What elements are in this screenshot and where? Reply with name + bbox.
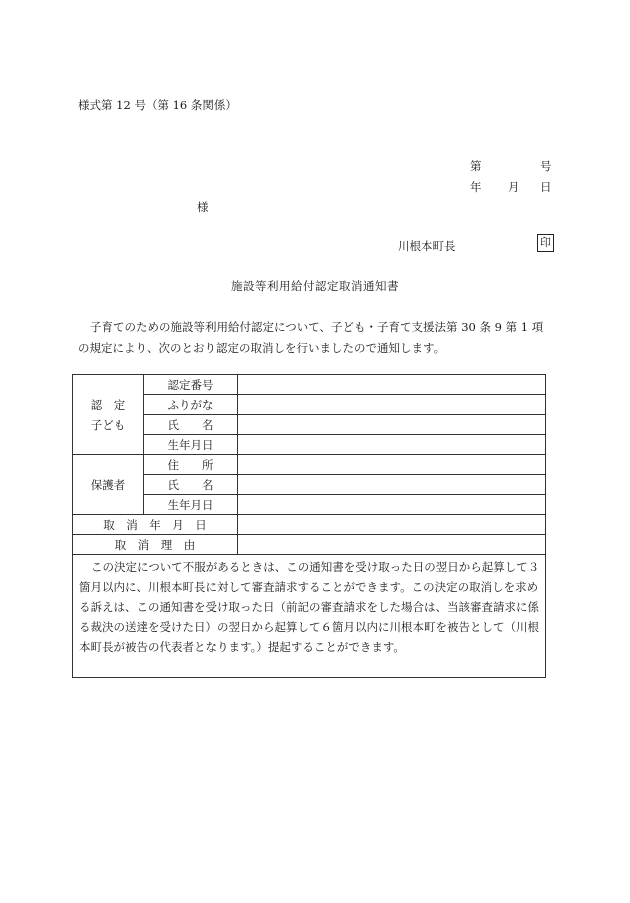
row-label-furigana: ふりがな bbox=[144, 395, 238, 415]
guardian-name-field bbox=[238, 475, 546, 495]
table-row bbox=[73, 455, 546, 475]
cancel-date-field bbox=[238, 515, 546, 535]
row-label-guardian-address: 住 所 bbox=[144, 455, 238, 475]
guardian-address-field bbox=[238, 455, 546, 475]
notice-table bbox=[72, 374, 546, 678]
child-birthdate-field bbox=[238, 435, 546, 455]
table-row bbox=[73, 435, 546, 455]
child-group-label bbox=[73, 375, 144, 455]
cancel-reason-field bbox=[238, 535, 546, 555]
addressee-honorific: 様 bbox=[197, 200, 209, 214]
table-row bbox=[73, 475, 546, 495]
row-label-guardian-name: 氏 名 bbox=[144, 475, 238, 495]
seal-stamp: 印 bbox=[537, 234, 554, 252]
guardian-birthdate-field bbox=[238, 495, 546, 515]
document-number-prefix: 第 bbox=[470, 159, 482, 173]
date-year-label: 年 bbox=[470, 180, 482, 194]
appeal-notice: この決定について不服があるときは、この通知書を受け取った日の翌日から起算して３箇月以内に、川根本町長に対して審査請求することができます。この決定の取消しを求める訴えは、この通知書を受け取った日（前記の審査請求をした場合は、当該審査請求に係る裁決の送達を受けた日）の翌日から起算して６箇月以内に川根本町を被告として（川根本町長が被告の代表者となります。）提起することができます。 bbox=[73, 555, 546, 678]
document-number-suffix: 号 bbox=[540, 159, 552, 173]
certification-number-field bbox=[238, 375, 546, 395]
issuer-name: 川根本町長 bbox=[398, 239, 456, 253]
table-row bbox=[73, 395, 546, 415]
date-month-label: 月 bbox=[508, 180, 520, 194]
furigana-field bbox=[238, 395, 546, 415]
form-number: 様式第 12 号（第 16 条関係） bbox=[78, 98, 237, 112]
row-label-child-birthdate: 生年月日 bbox=[144, 435, 238, 455]
row-label-cancel-reason: 取 消 理 由 bbox=[73, 535, 238, 555]
child-group-label-line2: 子ども bbox=[90, 417, 126, 432]
row-label-child-name: 氏 名 bbox=[144, 415, 238, 435]
row-label-guardian-birthdate: 生年月日 bbox=[144, 495, 238, 515]
table-row bbox=[73, 375, 546, 395]
row-label-certification-number: 認定番号 bbox=[144, 375, 238, 395]
intro-paragraph: 子育てのための施設等利用給付認定について、子ども・子育て支援法第 30 条 9 第 1 項の規定により、次のとおり認定の取消しを行いましたので通知します。 bbox=[78, 320, 544, 355]
table-row bbox=[73, 535, 546, 555]
date-day-label: 日 bbox=[540, 180, 552, 194]
child-group-label-line1: 認 定 bbox=[90, 397, 126, 412]
child-name-field bbox=[238, 415, 546, 435]
table-row bbox=[73, 415, 546, 435]
table-row bbox=[73, 515, 546, 535]
table-row bbox=[73, 495, 546, 515]
document-title: 施設等利用給付認定取消通知書 bbox=[231, 279, 399, 293]
guardian-group-label: 保護者 bbox=[73, 455, 144, 515]
row-label-cancel-date: 取 消 年 月 日 bbox=[73, 515, 238, 535]
table-row bbox=[73, 555, 546, 678]
